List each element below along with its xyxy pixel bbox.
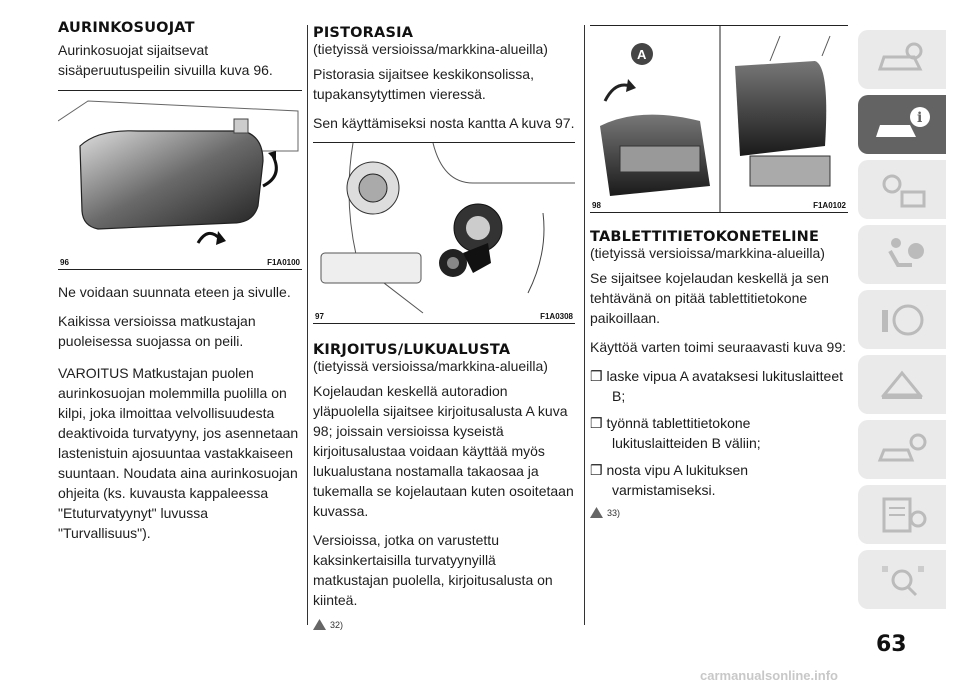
figure-96 [58, 90, 302, 270]
tab-car-search[interactable] [858, 30, 946, 89]
alphabet-index-icon [874, 560, 930, 600]
tab-maintenance[interactable] [858, 420, 946, 479]
specs-document-icon [874, 495, 930, 535]
bullet-item: ❒ työnnä tablettitietokone lukituslaitteiden B väliin; [590, 415, 761, 451]
section-subtitle: (tietyissä versioissa/markkina-alueilla) [590, 245, 825, 261]
warning-reference [590, 507, 848, 518]
section-subtitle: (tietyissä versioissa/markkina-alueilla) [313, 358, 548, 374]
figure-code: F1A0308 [540, 312, 573, 321]
figure-number: 97 [315, 312, 324, 321]
bullet-item: ❒ nosta vipu A lukituksen varmistamiseksi. [590, 462, 749, 498]
tab-starting-driving[interactable] [858, 290, 946, 349]
warning-light-icon [874, 170, 930, 210]
column-divider [307, 25, 308, 625]
tab-emergency[interactable] [858, 355, 946, 414]
figure-98 [590, 25, 848, 213]
warning-number: 32) [330, 619, 344, 630]
tablet-usage-intro: Käyttöä varten toimi seuraavasti kuva 99: [590, 339, 847, 355]
steering-icon [874, 300, 930, 340]
sun-visor-illustration [58, 91, 302, 269]
car-search-icon [874, 41, 930, 79]
bullet-item: ❒ laske vipua A avataksesi lukituslaitteet B; [590, 368, 844, 404]
tab-safety[interactable] [858, 225, 946, 284]
column-socket-writing-board [313, 0, 575, 630]
power-socket-illustration [313, 143, 575, 323]
paragraph-mirror: Kaikissa versioissa matkustajan puoleisessa suojassa on peili. [58, 313, 256, 349]
writing-board-text: Kojelaudan keskellä autoradion yläpuolella sijaitsee kirjoitusalusta A kuva 98; joissain versioissa kyseistä kirjoitusalustaa voidaan käyttää myös lukualustana nostamalla takaosaa ja tukemalla se kojelautaan kuten osoitetaan kuvassa. [313, 383, 574, 519]
svg-text:i: i [917, 109, 923, 126]
airbag-seat-icon [874, 235, 930, 275]
section-heading-socket: PISTORASIA [313, 25, 414, 41]
chapter-tabs [858, 30, 950, 615]
service-gear-icon [874, 430, 930, 470]
warning-paragraph: VAROITUS Matkustajan puolen aurinkosuojan molemmilla puolilla on kilpi, joka ilmoittaa velvollisuudesta deaktivoida turvatyyny, jos asennetaan lastenistuin ajosuuntaa vastakkaiseen suuntaan. Noudata aina aurinkosuojan ohjeita (ks. kuvausta kappaleessa "Etuturvatyynyt" luvussa "Turvallisuus"). [58, 365, 299, 541]
section-heading-sun-visors: AURINKOSUOJAT [58, 20, 195, 36]
warning-triangle-icon [590, 507, 603, 518]
sun-visor-intro: Aurinkosuojat sijaitsevat sisäperuutuspeilin sivuilla kuva 96. [58, 42, 273, 78]
section-heading-tablet: TABLETTITIETOKONETELINE [590, 229, 820, 245]
tow-truck-icon [874, 365, 930, 405]
writing-board-fixed-text: Versioissa, jotka on varustettu kaksinkertaisilla turvatyynyillä matkustajan puolella, kirjoitusalusta on kiinteä. [313, 532, 553, 608]
warning-triangle-icon [313, 619, 326, 630]
column-tablet-holder [590, 0, 848, 518]
socket-usage-text: Sen käyttämiseksi nosta kantta A kuva 97. [313, 115, 575, 131]
figure-code: F1A0100 [267, 258, 300, 267]
tab-warning-lights[interactable] [858, 160, 946, 219]
section-subtitle: (tietyissä versioissa/markkina-alueilla) [313, 41, 548, 57]
car-info-icon [872, 105, 932, 145]
page-number: 63 [876, 632, 907, 657]
watermark-footer: carmanualsonline.info [700, 668, 838, 683]
column-divider [584, 25, 585, 625]
figure-code: F1A0102 [813, 201, 846, 210]
section-heading-writing-board: KIRJOITUS/LUKUALUSTA [313, 342, 511, 358]
tablet-location-text: Se sijaitsee kojelaudan keskellä ja sen tehtävänä on pitää tablettitietokone paikoillaan. [590, 270, 829, 326]
callout-label-a: A [637, 47, 647, 62]
figure-number: 98 [592, 201, 601, 210]
socket-location-text: Pistorasia sijaitsee keskikonsolissa, tupakansytyttimen vieressä. [313, 66, 534, 102]
figure-97 [313, 142, 575, 324]
column-sun-visors [58, 0, 302, 552]
paragraph-direction: Ne voidaan suunnata eteen ja sivulle. [58, 284, 291, 300]
tab-technical-data[interactable] [858, 485, 946, 544]
warning-number: 33) [607, 507, 621, 518]
warning-reference [313, 619, 575, 630]
writing-board-illustration [590, 26, 848, 212]
figure-number: 96 [60, 258, 69, 267]
tab-index[interactable] [858, 550, 946, 609]
tab-car-info[interactable] [858, 95, 946, 154]
